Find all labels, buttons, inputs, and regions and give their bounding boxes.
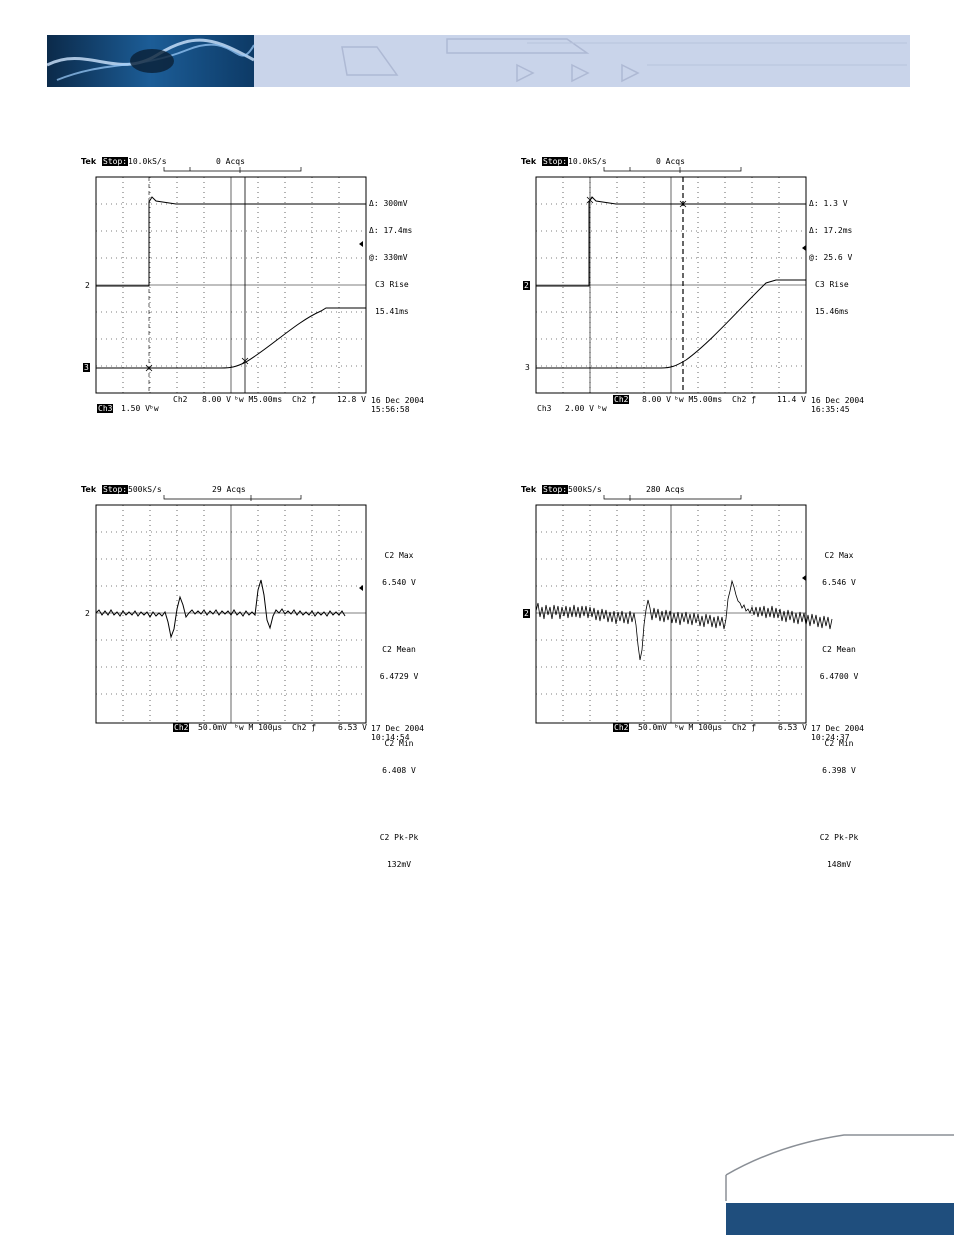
footer-logo-graphic [724, 1133, 954, 1235]
state-label: Stop: [543, 157, 568, 166]
trigger-source: Ch2 ƒ [292, 723, 317, 732]
readout-line: 15.46ms [815, 307, 849, 316]
ch2-label: Ch2 [174, 723, 189, 732]
capture-date: 16 Dec 2004 [811, 396, 864, 405]
scope-panel-4 [521, 485, 871, 869]
readout-line: C3 Rise [375, 280, 409, 289]
stat-value: 6.408 V [382, 766, 416, 775]
acq-count: 29 Acqs [212, 485, 246, 494]
scope-panel-1 [81, 157, 431, 427]
scope-panel-3 [81, 485, 431, 869]
ch2-label: Ch2 [614, 723, 629, 732]
capture-date: 17 Dec 2004 [371, 724, 424, 733]
ch-marker: 2 [85, 609, 90, 618]
brand-label: Tek [521, 485, 537, 494]
capture-time: 15:56:58 [371, 405, 410, 414]
ch2-scale: 8.00 V [642, 395, 671, 404]
stat-label: C2 Pk-Pk [379, 833, 419, 842]
state-label: Stop: [103, 157, 128, 166]
readout-line: Δ: 300mV [369, 199, 408, 208]
ch2-scale: 50.0mV [638, 723, 667, 732]
stat-value: 6.546 V [822, 578, 856, 587]
sample-rate: 10.0kS/s [568, 157, 607, 166]
stat-label: C2 Mean [822, 645, 856, 654]
bottom-ch-scale: 2.00 V [565, 404, 594, 413]
capture-time: 10:14:54 [371, 733, 410, 742]
ch-marker: 2 [524, 281, 529, 290]
readout-line: Δ: 17.4ms [369, 226, 413, 235]
bottom-ch-label: Ch3 [98, 404, 113, 413]
ch-marker: 3 [84, 363, 89, 372]
ch-marker: 3 [525, 363, 530, 372]
stat-label: C2 Min [824, 739, 854, 748]
readout-line: 15.41ms [375, 307, 409, 316]
readout-line: Δ: 1.3 V [809, 199, 848, 208]
sample-rate: 10.0kS/s [128, 157, 167, 166]
stat-value: 6.4700 V [819, 672, 859, 681]
ch-marker: 2 [85, 281, 90, 290]
sample-rate: 500kS/s [568, 485, 602, 494]
bottom-ch-label: Ch3 [537, 404, 552, 413]
acq-count: 0 Acqs [216, 157, 245, 166]
acq-count: 280 Acqs [646, 485, 685, 494]
trigger-level: 6.53 V [778, 723, 807, 732]
bw-symbol: ᵇw [149, 404, 159, 413]
ch2-label: Ch2 [614, 395, 629, 404]
trigger-level: 6.53 V [338, 723, 367, 732]
capture-date: 16 Dec 2004 [371, 396, 424, 405]
stat-label: C2 Max [824, 551, 854, 560]
ch-marker: 2 [524, 609, 529, 618]
stat-value: 148mV [826, 860, 852, 869]
readout-line: @: 330mV [369, 253, 408, 262]
acq-count: 0 Acqs [656, 157, 685, 166]
ch2-scale: 50.0mV [198, 723, 227, 732]
trigger-source: Ch2 ƒ [732, 395, 757, 404]
state-label: Stop: [103, 485, 128, 494]
timebase: ᵇw M5.00ms [234, 395, 283, 404]
scope-panel-2 [521, 157, 871, 427]
brand-label: Tek [521, 157, 537, 166]
ch2-label: Ch2 [173, 395, 188, 404]
stat-value: 132mV [386, 860, 412, 869]
trigger-source: Ch2 ƒ [732, 723, 757, 732]
trigger-level: 11.4 V [777, 395, 806, 404]
readout-line: Δ: 17.2ms [809, 226, 853, 235]
readout-line: C3 Rise [815, 280, 849, 289]
capture-time: 16:35:45 [811, 405, 850, 414]
brand-label: Tek [81, 485, 97, 494]
readout-line: @: 25.6 V [809, 253, 853, 262]
stat-value: 6.4729 V [379, 672, 419, 681]
timebase: ᵇw M5.00ms [674, 395, 723, 404]
header-banner [47, 35, 910, 87]
state-label: Stop: [543, 485, 568, 494]
capture-date: 17 Dec 2004 [811, 724, 864, 733]
stat-label: C2 Max [384, 551, 414, 560]
sample-rate: 500kS/s [128, 485, 162, 494]
stat-value: 6.398 V [822, 766, 856, 775]
bottom-ch-scale: 1.50 V [121, 404, 150, 413]
timebase: ᵇw M 100μs [234, 723, 283, 732]
stat-label: C2 Pk-Pk [819, 833, 859, 842]
stat-value: 6.540 V [382, 578, 416, 587]
trigger-level: 12.8 V [337, 395, 366, 404]
brand-label: Tek [81, 157, 97, 166]
stat-label: C2 Mean [382, 645, 416, 654]
timebase: ᵇw M 100μs [674, 723, 723, 732]
stat-label: C2 Min [384, 739, 414, 748]
capture-time: 10:24:37 [811, 733, 850, 742]
bw-symbol: ᵇw [597, 404, 607, 413]
trigger-source: Ch2 ƒ [292, 395, 317, 404]
ch2-scale: 8.00 V [202, 395, 231, 404]
